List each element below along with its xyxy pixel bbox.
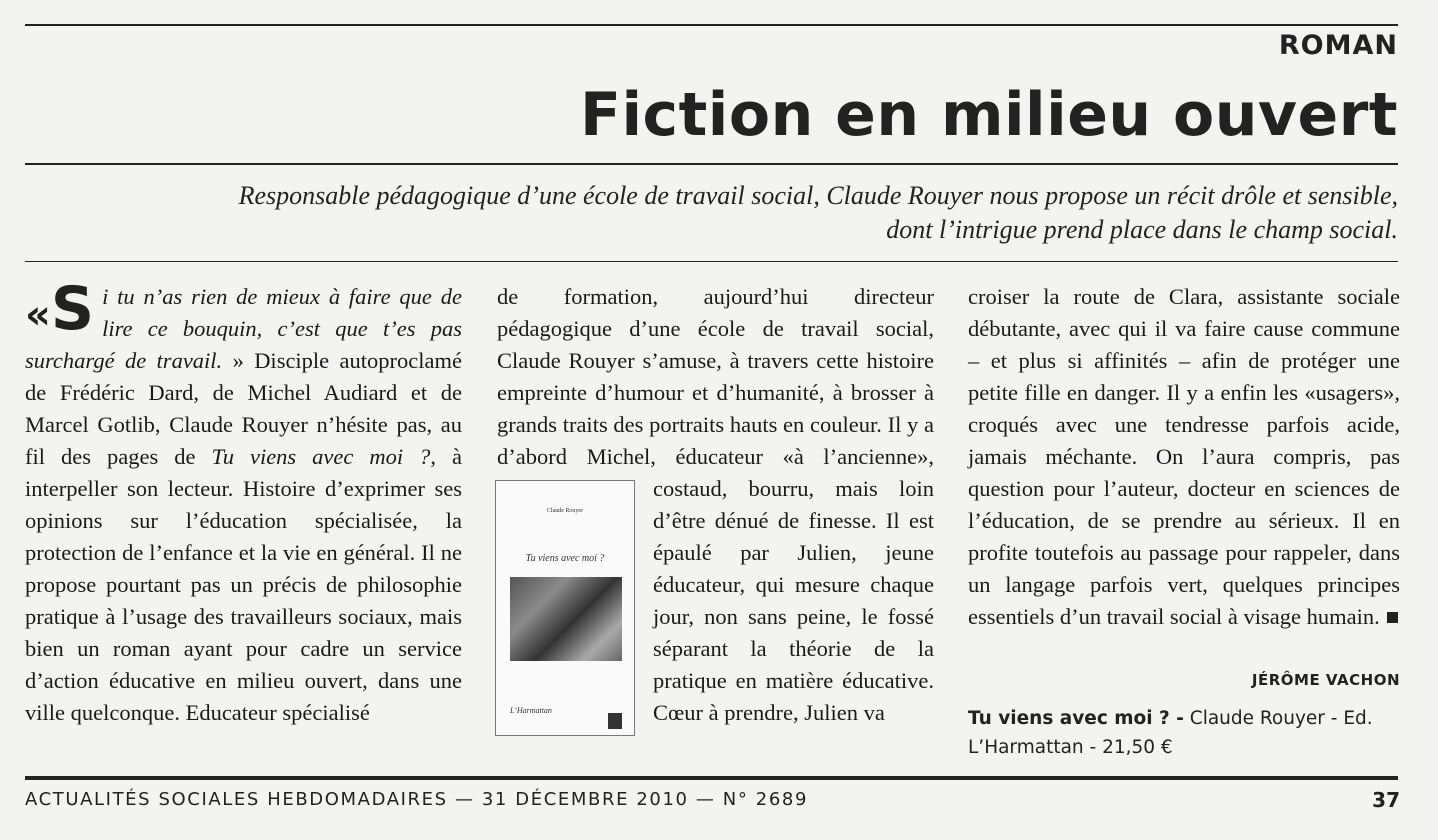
opening-quote: i tu n’as rien de mieux à faire que de lire ce bouquin, c’est que t’es pas surchargé de travail. bbox=[25, 284, 462, 373]
reference-title: Tu viens avec moi ? - bbox=[968, 708, 1184, 729]
cover-publisher: L’Harmattan bbox=[510, 706, 552, 715]
section-label: ROMAN bbox=[1278, 30, 1398, 61]
cover-title: Tu viens avec moi ? bbox=[525, 553, 605, 564]
cover-photo bbox=[510, 577, 622, 661]
column-1 bbox=[25, 274, 462, 729]
top-rule bbox=[25, 24, 1398, 26]
body-text: » Disciple autoproclamé de Frédéric Dard, de Michel Audiard et de Marcel Gotlib, Claude Rouyer n’hésite pas, au fil des pages de bbox=[25, 348, 462, 469]
article-title: Fiction en milieu ouvert bbox=[579, 80, 1398, 150]
author-signature: JÉRÔME VACHON bbox=[1251, 671, 1400, 689]
book-reference bbox=[968, 704, 1398, 762]
title-rule bbox=[25, 163, 1398, 165]
drop-cap: «S bbox=[25, 274, 95, 344]
body-text: loin d’être dénué de finesse. Il est épaulé par Julien, jeune éducateur, qui mesure chaque jour, non sans peine, le fossé séparant la théorie de la pratique en matière éducative. Cœur à prendre, Julien va bbox=[653, 476, 934, 725]
standfirst-rule bbox=[25, 261, 1398, 262]
body-text: , à interpeller son lecteur. Histoire d’exprimer ses opinions sur l’éducation spécialisée, la protection de l’enfance et la vie en général. Il ne propose pourtant pas un précis de philosophie pratique à l’usage des travailleurs sociaux, mais bien un roman ayant pour cadre un service d’action éducative en milieu ouvert, dans une ville quelconque. Educateur spécialisé bbox=[25, 444, 462, 725]
cover-author: Claude Rouyer bbox=[546, 508, 584, 514]
footer-publication: ACTUALITÉS SOCIALES HEBDOMADAIRES — 31 DÉCEMBRE 2010 — N° 2689 bbox=[25, 789, 809, 810]
reference-details: Claude Rouyer - Ed. L’Harmattan - 21,50 € bbox=[968, 708, 1373, 758]
column-2 bbox=[497, 281, 934, 736]
footer-rule bbox=[25, 776, 1398, 780]
book-cover-image bbox=[495, 480, 635, 736]
column-3 bbox=[968, 281, 1400, 633]
publisher-logo-icon bbox=[608, 713, 622, 729]
body-text: croiser la route de Clara, assistante sociale débutante, avec qui il va faire cause commune – et plus si affinités – afin de protéger une petite fille en danger. Il y a enfin les «usagers», croqués avec une tendresse parfois acide, jamais méchante. On l’aura compris, pas question pour l’auteur, docteur en sciences de l’éducation, de se prendre au sérieux. Il en profite toutefois au passage pour rappeler, dans un langage parfois vert, quelques principes essentiels d’un travail social à visage humain. bbox=[968, 284, 1400, 629]
body-text: de formation, aujourd’hui directeur pédagogique d’une école de travail social, Claude Rouyer s’amuse, à travers cette histoire empreinte d’humour et d’humanité, à brosser à grands traits des portraits hauts en couleur. Il y a d’abord Michel, éducateur «à l’ancienne», costaud, bourru, mais bbox=[497, 284, 934, 501]
page-number: 37 bbox=[1372, 788, 1400, 812]
book-title-inline: Tu viens avec moi ? bbox=[211, 444, 431, 469]
standfirst: Responsable pédagogique d’une école de travail social, Claude Rouyer nous propose un récit drôle et sensible, dont l’intrigue prend place dans le champ social. bbox=[238, 181, 1398, 244]
end-mark-icon bbox=[1387, 612, 1398, 623]
